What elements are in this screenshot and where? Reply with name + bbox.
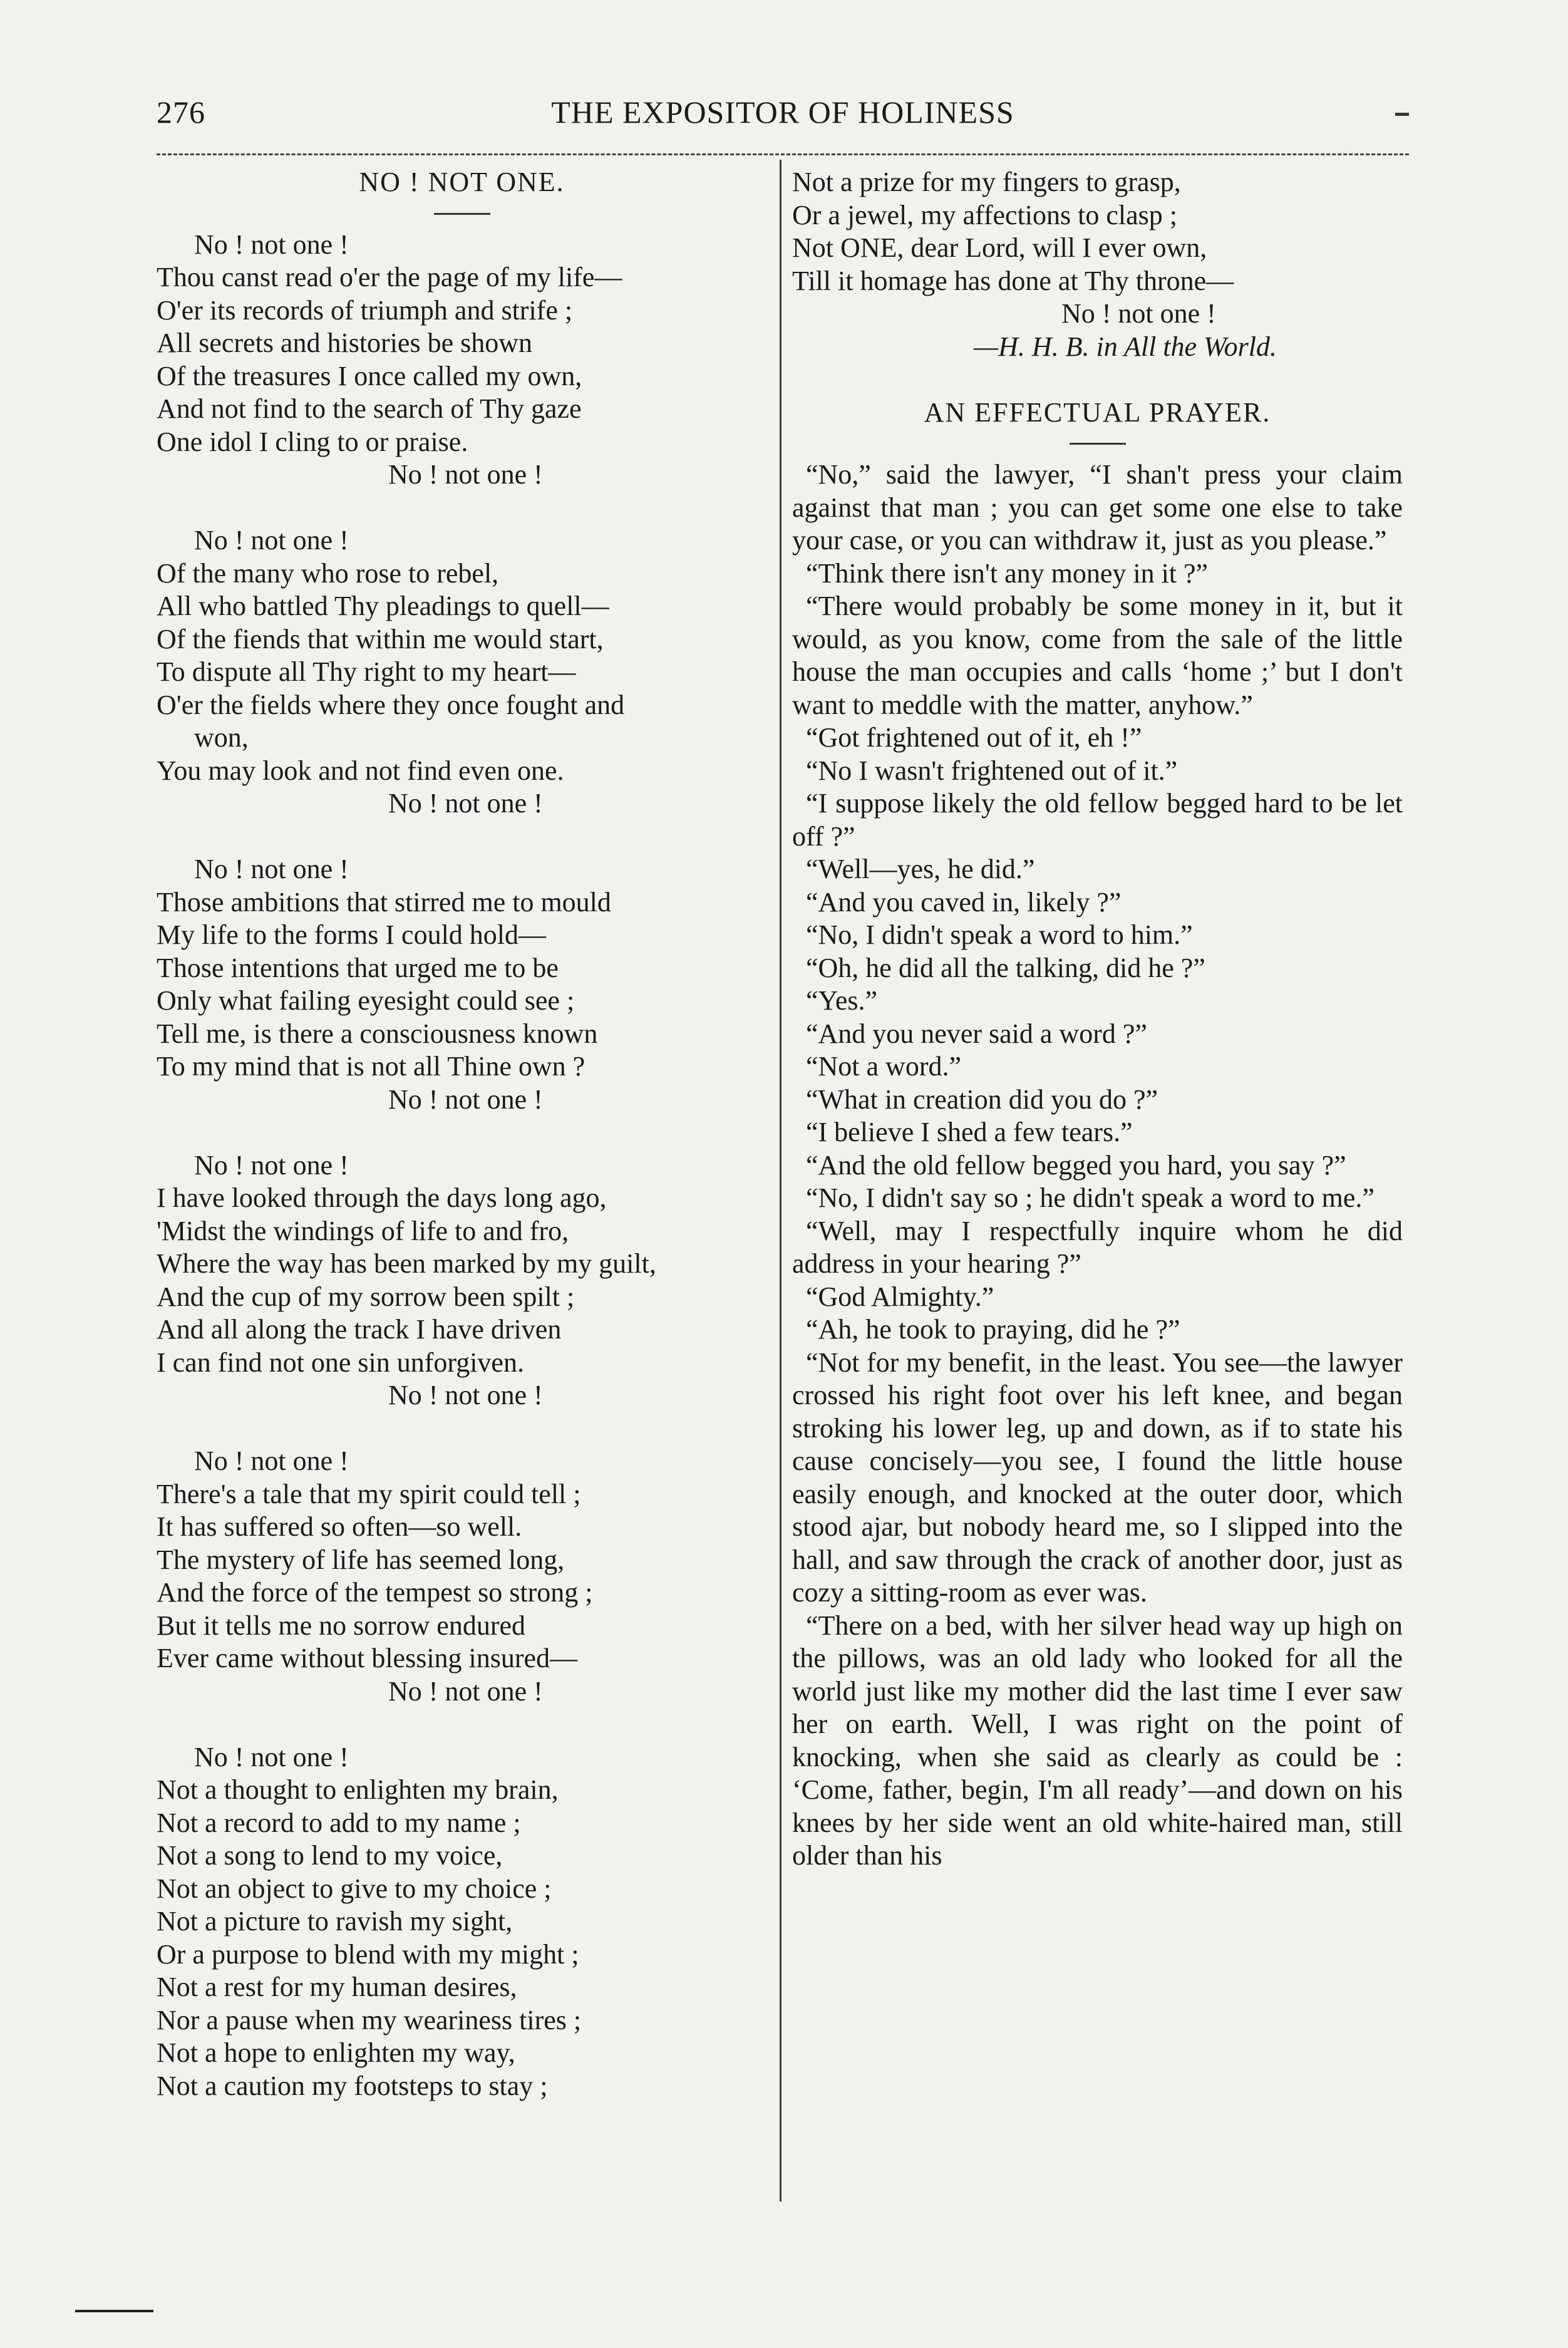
header-rule (157, 153, 1409, 155)
poem-line: To my mind that is not all Thine own ? (157, 1051, 585, 1082)
article-paragraph: “Got frightened out of it, eh !” (806, 722, 1142, 753)
poem-line: I can find not one sin unforgiven. (157, 1347, 524, 1378)
stanza-opening: No ! not one ! (194, 1149, 349, 1181)
poem-line: I have looked through the days long ago, (157, 1182, 607, 1213)
article-paragraph: “There on a bed, with her silver head way up high on the pillows, was an old lady who looked for all the world just like my mother did the last time I ever saw her on earth. Well, I was right on the point of knocking, when she said as clearly as could be : ‘Come, father, begin, I'm all ready’—and down on his knees by her side went an old white-haired man, still older than his (792, 1610, 1403, 1871)
article-paragraph: “And you caved in, likely ?” (806, 886, 1122, 918)
poem-line: And all along the track I have driven (157, 1314, 562, 1345)
article-paragraph: “And the old fellow begged you hard, you say ?” (806, 1149, 1346, 1181)
stanza-refrain: No ! not one ! (388, 1083, 543, 1115)
poem-line: All who battled Thy pleadings to quell— (157, 591, 609, 621)
poem-line: O'er the fields where they once fought and (157, 689, 625, 720)
stanza-gap (157, 820, 767, 854)
poem-line: Thou canst read o'er the page of my life— (157, 262, 622, 292)
poem-continuation (792, 166, 1403, 297)
poem-line: Not a prize for my fingers to grasp, (792, 167, 1181, 197)
article-paragraph: “Well, may I respectfully inquire whom he did address in your hearing ?” (792, 1215, 1403, 1279)
article-paragraph: “And you never said a word ?” (806, 1018, 1147, 1049)
stanza-refrain: No ! not one ! (388, 788, 543, 819)
poem-line: Or a purpose to blend with my might ; (157, 1938, 579, 1970)
stanza-refrain: No ! not one ! (388, 1380, 543, 1410)
header-mark (1395, 113, 1409, 116)
stanza-opening: No ! not one ! (194, 1446, 349, 1476)
running-header (157, 94, 1409, 138)
poem-line: Not a caution my footsteps to stay ; (157, 2070, 548, 2101)
poem-line: Those ambitions that stirred me to mould (157, 886, 611, 918)
article-paragraph: “Well—yes, he did.” (806, 854, 1035, 884)
stanza-refrain: No ! not one ! (388, 459, 543, 490)
poem-line: Tell me, is there a consciousness known (157, 1018, 598, 1049)
poem-line: Only what failing eyesight could see ; (157, 985, 575, 1016)
poem-line: Not ONE, dear Lord, will I ever own, (792, 232, 1207, 263)
article-body (792, 458, 1403, 1873)
poem-line: You may look and not find even one. (157, 755, 564, 786)
poem-line: Where the way has been marked by my guilt, (157, 1248, 656, 1279)
poem-line: 'Midst the windings of life to and fro, (157, 1215, 569, 1246)
stanza-opening: No ! not one ! (194, 229, 349, 260)
poem-line: It has suffered so often—so well. (157, 1511, 522, 1542)
article-paragraph: “No, I didn't say so ; he didn't speak a word to me.” (806, 1182, 1375, 1213)
poem-line: Not a picture to ravish my sight, (157, 1906, 513, 1937)
article-paragraph: “What in creation did you do ?” (806, 1083, 1158, 1115)
article-paragraph: “Oh, he did all the talking, did he ?” (806, 952, 1205, 983)
stanza-gap (157, 1116, 767, 1149)
stanza-gap (157, 492, 767, 525)
poem-line: And the cup of my sorrow been spilt ; (157, 1281, 575, 1312)
journal-title: THE EXPOSITOR OF HOLINESS (551, 95, 1014, 130)
title-rule (434, 213, 490, 215)
final-refrain: No ! not one ! (1061, 298, 1216, 329)
article-paragraph: “God Almighty.” (806, 1281, 994, 1312)
column-divider (780, 160, 781, 2201)
poem-line: And the force of the tempest so strong ; (157, 1577, 593, 1608)
article-paragraph: “Not for my benefit, in the least. You see—the lawyer crossed his right foot over his left knee, and began stroking his lower leg, up and down, as if to state his cause concisely—you see, I found the little house easily enough, and knocked at the outer door, which stood ajar, but nobody heard me, so I slipped into the hall, and saw through the crack of another door, just as cozy a sitting-room as ever was. (792, 1347, 1403, 1608)
poem-line: won, (194, 722, 249, 753)
article-paragraph: “I suppose likely the old fellow begged hard to be let off ?” (792, 788, 1403, 852)
poem-line: My life to the forms I could hold— (157, 919, 547, 950)
article-paragraph: “No, I didn't speak a word to him.” (806, 919, 1193, 950)
poem-line: Of the fiends that within me would start, (157, 623, 604, 654)
article-title: AN EFFECTUAL PRAYER. (924, 396, 1271, 428)
poem-line: And not find to the search of Thy gaze (157, 393, 582, 424)
article-paragraph: “There would probably be some money in it, but it would, as you know, come from the sale of the little house the man occupies and calls ‘home ;’ but I don't want to meddle with the matter, anyhow.” (792, 591, 1403, 720)
article-paragraph: “No I wasn't frightened out of it.” (806, 755, 1178, 786)
stanza-opening: No ! not one ! (194, 1741, 349, 1772)
poem-line: Those intentions that urged me to be (157, 952, 559, 983)
poem-line: Not an object to give to my choice ; (157, 1873, 552, 1904)
stanza-gap (157, 1412, 767, 1446)
stanza-opening: No ! not one ! (194, 525, 349, 556)
poem-line: All secrets and histories be shown (157, 328, 532, 358)
stanza-gap (157, 1708, 767, 1741)
article-title-rule (1070, 443, 1126, 445)
poem-line: Of the treasures I once called my own, (157, 360, 582, 391)
poem-line: The mystery of life has seemed long, (157, 1544, 565, 1575)
left-column (157, 166, 767, 2102)
article-paragraph: “Ah, he took to praying, did he ?” (806, 1314, 1180, 1345)
poem-line: Not a thought to enlighten my brain, (157, 1774, 559, 1805)
page-number: 276 (157, 95, 205, 130)
poem-line: Not a hope to enlighten my way, (157, 2037, 515, 2068)
poem-line: Not a record to add to my name ; (157, 1807, 521, 1838)
poem-signature: —H. H. B. in All the World. (974, 331, 1277, 362)
poem-line: Till it homage has done at Thy throne— (792, 265, 1234, 296)
article-paragraph: “Not a word.” (806, 1051, 962, 1082)
footer-rule (75, 2310, 153, 2312)
poem-line: There's a tale that my spirit could tell ; (157, 1478, 581, 1509)
spacer (792, 363, 1403, 396)
article-paragraph: “Yes.” (806, 985, 878, 1016)
poem-stanzas (157, 229, 767, 2103)
poem-title: NO ! NOT ONE. (359, 167, 565, 197)
stanza-refrain: No ! not one ! (388, 1675, 543, 1707)
right-column (792, 166, 1403, 1873)
poem-line: To dispute all Thy right to my heart— (157, 656, 576, 687)
poem-line: One idol I cling to or praise. (157, 426, 468, 457)
article-paragraph: “Think there isn't any money in it ?” (806, 557, 1209, 589)
poem-line: O'er its records of triumph and strife ; (157, 294, 573, 326)
poem-line: Not a rest for my human desires, (157, 1972, 517, 2002)
poem-line: Ever came without blessing insured— (157, 1643, 578, 1673)
article-paragraph: “No,” said the lawyer, “I shan't press your claim against that man ; you can get some one else to take your case, or you can withdraw it, just as you please.” (792, 459, 1403, 556)
poem-line: Or a jewel, my affections to clasp ; (792, 199, 1177, 230)
poem-line: Not a song to lend to my voice, (157, 1840, 503, 1871)
article-paragraph: “I believe I shed a few tears.” (806, 1117, 1133, 1147)
poem-line: Nor a pause when my weariness tires ; (157, 2004, 582, 2035)
stanza-opening: No ! not one ! (194, 854, 349, 884)
poem-line: But it tells me no sorrow endured (157, 1610, 526, 1641)
poem-line: Of the many who rose to rebel, (157, 557, 499, 589)
